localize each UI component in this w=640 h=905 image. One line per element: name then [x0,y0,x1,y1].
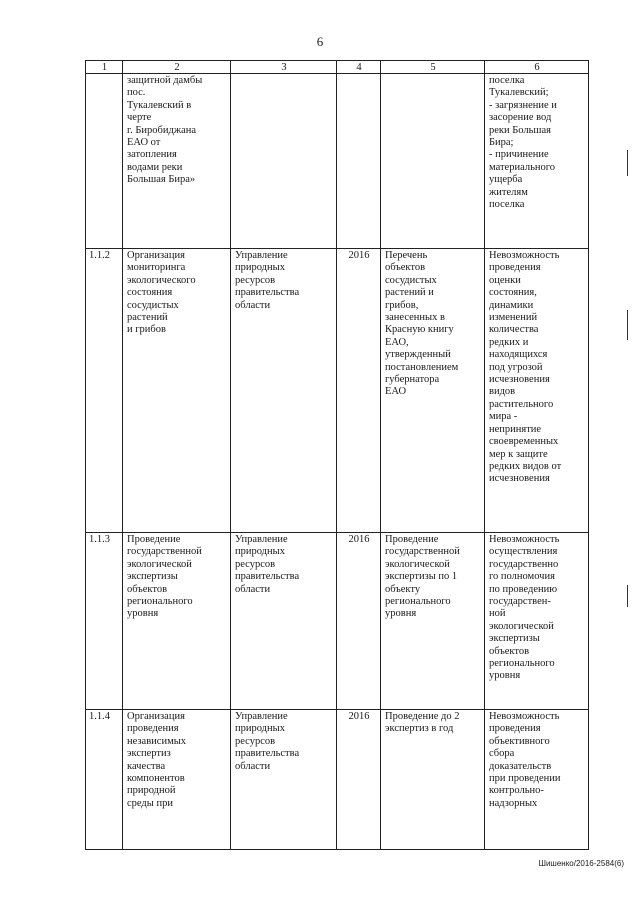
cell-line: экологического [127,274,196,286]
measure-name-cell [123,249,231,533]
cell-line: Управление [235,534,288,545]
cell-line: государственной [127,546,202,558]
cell-line: Невозможность [489,534,560,545]
cell-line: доказательств [489,760,552,772]
cell-line: поселка [489,199,525,211]
year-cell: 2016 [337,533,381,710]
cell-line: экспертиз [127,748,171,760]
cell-line: динамики [489,299,534,311]
cell-line: сбора [489,748,515,760]
cell-line: Проведение [127,534,181,545]
cell-line: государственной [385,546,460,558]
cell-line: под угрозой [489,361,543,373]
table-row [86,710,589,850]
cell-line: защитной дамбы [127,75,203,86]
cell-line: природных [235,262,285,274]
cell-line: Организация [127,250,185,261]
cell-line: изменений [489,312,538,324]
cell-line: жителям [489,186,528,198]
cell-line: своевременных [489,436,559,448]
item-number-cell: 1.1.3 [86,533,123,710]
cell-line: затопления [127,149,177,161]
cell-line: при проведении [489,773,561,785]
cell-line: экологической [385,558,450,570]
cell-line: растений [127,312,168,324]
cell-line: сосудистых [385,274,437,286]
expected-result-cell [381,249,485,533]
measure-name-cell [123,533,231,710]
cell-line: - загрязнение и [489,99,557,111]
cell-line: Перечень [385,250,428,261]
cell-line: государствен- [489,596,551,608]
cell-line: поселка [489,75,525,86]
cell-line: губернатора [385,374,440,386]
cell-line: Проведение до 2 [385,711,460,722]
cell-line: регионального [385,596,451,608]
cell-line: утвержденный [385,349,451,361]
cell-line: уровня [489,670,521,682]
item-number-cell: 1.1.2 [86,249,123,533]
cell-line: состояния, [489,287,537,299]
cell-line: ЕАО, [385,336,409,348]
cell-line: природных [235,546,285,558]
cell-line: редких и [489,336,529,348]
cell-line: реки Большая [489,124,552,136]
executor-cell [231,710,337,850]
cell-line: постановлением [385,361,459,373]
cell-line: Невозможность [489,711,560,722]
cell-line: экологической [127,558,192,570]
cell-line: редких видов от [489,460,562,472]
executor-cell [231,74,337,249]
cell-line: исчезновения [489,473,550,485]
cell-line: экспертизы [489,633,540,645]
consequence-cell [485,74,589,249]
document-code: Шишенко/2016-2584(6) [538,859,624,868]
cell-line: исчезновения [489,374,550,386]
header-col-1: 1 [86,61,123,74]
table-header-row [86,61,589,74]
year-cell: 2016 [337,249,381,533]
scan-edge-mark [627,585,628,607]
cell-line: ресурсов [235,558,276,570]
cell-line: количества [489,324,539,336]
cell-line: ЕАО [385,386,407,398]
cell-line: ЕАО от [127,137,161,149]
cell-line: Бира; [489,137,514,149]
item-number-cell: 1.1.4 [86,710,123,850]
cell-line: контрольно- [489,785,544,797]
cell-line: экологической [489,620,554,632]
measure-name-cell [123,710,231,850]
cell-line: грибов, [385,299,419,311]
expected-result-cell [381,74,485,249]
cell-line: объекту [385,583,421,595]
cell-line: по проведению [489,583,558,595]
cell-line: надзорных [489,797,538,809]
cell-line: проведения [489,262,541,274]
cell-line: засорение вод [489,112,552,124]
cell-line: компонентов [127,773,185,785]
cell-line: находящихся [489,349,548,361]
cell-line: объектов [127,583,168,595]
table-row [86,74,589,249]
consequence-cell [485,249,589,533]
executor-cell [231,249,337,533]
cell-line: природных [235,723,285,735]
cell-line: ресурсов [235,274,276,286]
cell-line: Тукалевский; [489,87,549,99]
cell-line: - причинение [489,149,549,161]
header-col-3: 3 [231,61,337,74]
header-col-6: 6 [485,61,589,74]
cell-line: уровня [127,608,159,620]
cell-line: объектов [489,645,530,657]
cell-line: Невозможность [489,250,560,261]
cell-line: осуществления [489,546,558,558]
cell-line: ущерба [489,174,523,186]
scan-edge-mark [627,150,628,176]
cell-line: Управление [235,250,288,261]
table-row [86,249,589,533]
cell-line: экспертизы по 1 [385,571,458,583]
cell-line: растительного [489,398,554,410]
cell-line: го полномочия [489,571,555,583]
cell-line: государственно [489,558,559,570]
cell-line: черте [127,112,152,124]
cell-line: материального [489,161,556,173]
cell-line: правительства [235,571,300,583]
expected-result-cell [381,710,485,850]
cell-line: качества [127,760,166,772]
cell-line: Проведение [385,534,439,545]
cell-line: мира - [489,411,518,423]
item-number-cell [86,74,123,249]
cell-line: области [235,299,271,311]
table-row [86,533,589,710]
cell-line: оценки [489,274,521,286]
cell-line: регионального [127,596,193,608]
cell-line: пос. [127,87,146,99]
cell-line: и грибов [127,324,166,336]
header-col-5: 5 [381,61,485,74]
cell-line: объективного [489,735,550,747]
cell-line: состояния [127,287,173,299]
cell-line: Красную книгу [385,324,454,336]
cell-line: регионального [489,658,555,670]
executor-cell [231,533,337,710]
cell-line: проведения [489,723,541,735]
cell-line: занесенных в [385,312,445,324]
measures-table [85,60,589,850]
cell-line: экспертиз в год [385,723,454,735]
cell-line: Тукалевский в [127,99,192,111]
cell-line: объектов [385,262,426,274]
cell-line: водами реки [127,161,183,173]
expected-result-cell [381,533,485,710]
year-cell: 2016 [337,710,381,850]
cell-line: Большая Бира» [127,174,196,186]
year-cell [337,74,381,249]
cell-line: сосудистых [127,299,179,311]
header-col-4: 4 [337,61,381,74]
consequence-cell [485,710,589,850]
cell-line: Организация [127,711,185,722]
consequence-cell [485,533,589,710]
cell-line: области [235,583,271,595]
cell-line: мониторинга [127,262,186,274]
cell-line: ресурсов [235,735,276,747]
cell-line: уровня [385,608,417,620]
cell-line: Управление [235,711,288,722]
cell-line: среды при [127,797,173,809]
cell-line: экспертизы [127,571,178,583]
cell-line: видов [489,386,516,398]
cell-line: области [235,760,271,772]
page-number: 6 [316,34,324,49]
cell-line: проведения [127,723,179,735]
cell-line: ной [489,608,506,620]
cell-line: правительства [235,748,300,760]
cell-line: г. Биробиджана [127,124,197,136]
cell-line: независимых [127,735,187,747]
scan-edge-mark [627,310,628,340]
cell-line: мер к защите [489,448,548,460]
cell-line: непринятие [489,423,542,435]
cell-line: правительства [235,287,300,299]
cell-line: природной [127,785,176,797]
cell-line: растений и [385,287,434,299]
header-col-2: 2 [123,61,231,74]
measure-name-cell [123,74,231,249]
